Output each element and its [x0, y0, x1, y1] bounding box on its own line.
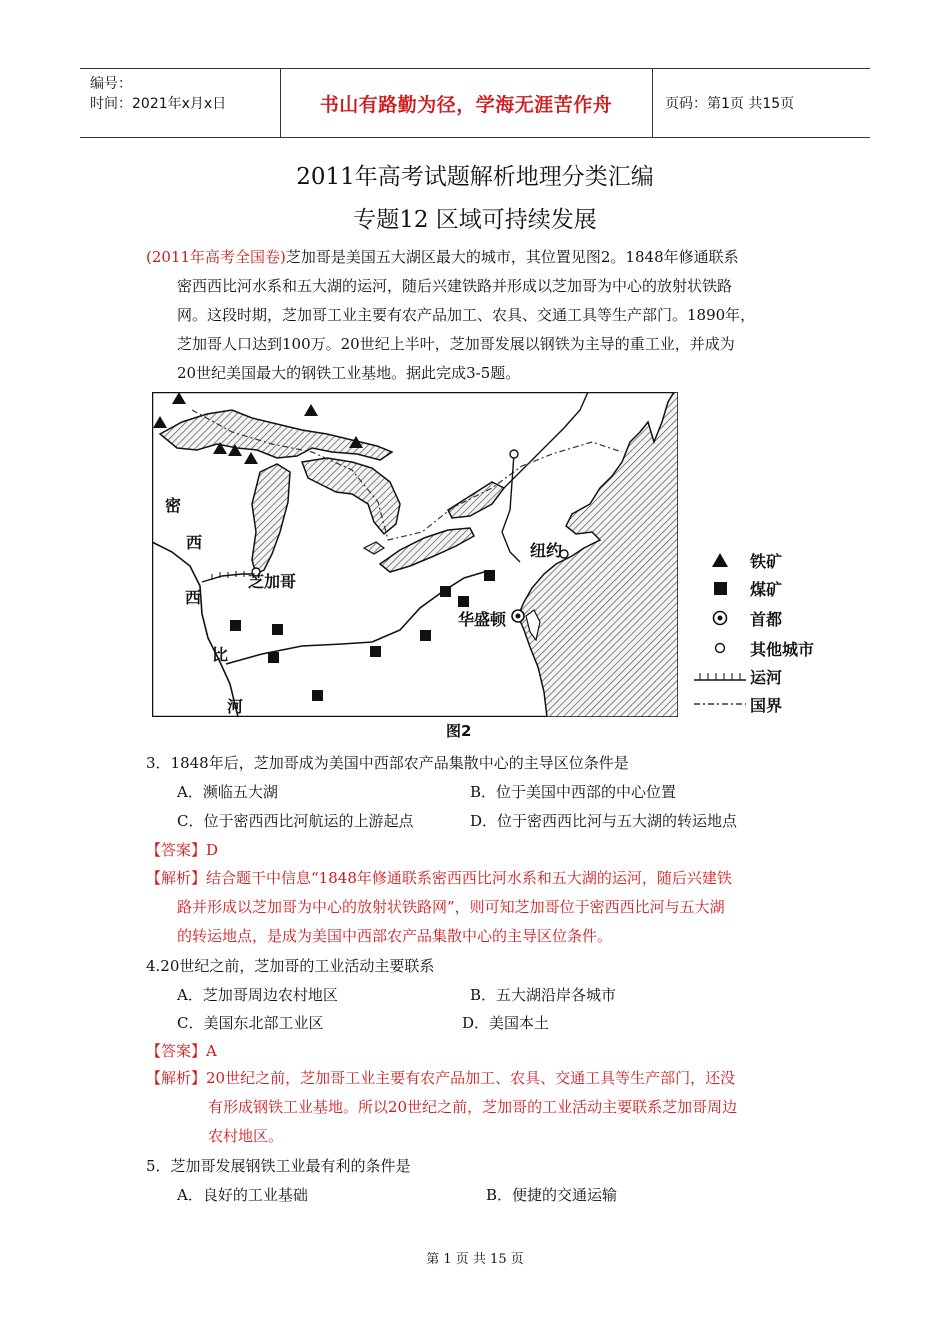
q4-option-a: A．芝加哥周边农村地区 — [177, 986, 338, 1004]
document-subtitle: 专题12 区域可持续发展 — [353, 207, 597, 233]
legend-border-label: 国界 — [750, 695, 783, 715]
map-label-xi-1: 西 — [186, 533, 203, 552]
q3-analysis-line-2: 路并形成以芝加哥为中心的放射状铁路网”，则可知芝加哥位于密西西比河与五大湖 — [177, 898, 725, 916]
q5-option-b: B．便捷的交通运输 — [486, 1186, 618, 1204]
q5-option-a: A．良好的工业基础 — [177, 1186, 308, 1204]
q4-option-b: B．五大湖沿岸各城市 — [470, 986, 617, 1004]
page-footer: 第 1 页 共 15 页 — [426, 1252, 524, 1267]
q4-stem: 4.20世纪之前，芝加哥的工业活动主要联系 — [146, 957, 435, 975]
coal-2 — [272, 624, 283, 635]
q4-analysis-tag: 【解析】 — [146, 1069, 207, 1087]
coal-8 — [458, 596, 469, 607]
header-motto-cell — [280, 69, 653, 137]
coal-5 — [370, 646, 381, 657]
legend-capital — [690, 606, 782, 630]
page-code: 页码：第1页 共15页 — [665, 96, 795, 112]
header-info-cell — [80, 69, 281, 137]
document-title: 2011年高考试题解析地理分类汇编 — [296, 164, 654, 190]
legend-coal-label: 煤矿 — [750, 579, 783, 599]
washington-marker-inner — [516, 614, 521, 619]
legend-iron-label: 铁矿 — [750, 551, 783, 571]
capital-circle-icon — [712, 610, 728, 626]
legend-canal-label: 运河 — [750, 667, 783, 687]
other-city-marker — [510, 450, 518, 458]
q4-analysis-line-2: 有形成钢铁工业基地。所以20世纪之前，芝加哥的工业活动主要联系芝加哥周边 — [208, 1098, 738, 1116]
map-label-xi-2: 西 — [185, 588, 202, 607]
q3-analysis-line-3: 的转运地点，是成为美国中西部农产品集散中心的主导区位条件。 — [177, 927, 613, 945]
q4-analysis — [146, 1064, 836, 1151]
legend-iron — [690, 548, 782, 572]
canal-line-icon — [692, 670, 748, 682]
q3-answer: 【答案】D — [146, 841, 219, 859]
great-lakes-map — [152, 392, 678, 717]
date-label: 时间：2021年x月x日 — [90, 96, 227, 112]
q4-option-d: D．美国本土 — [462, 1014, 550, 1032]
motto: 书山有路勤为径，学海无涯苦作舟 — [319, 93, 613, 116]
q3-option-c: C．位于密西西比河航运的上游起点 — [177, 812, 414, 830]
circle-icon — [714, 642, 726, 654]
page-header — [80, 68, 870, 138]
border-line-icon — [692, 700, 748, 708]
legend-other-city-label: 其他城市 — [750, 639, 815, 659]
coal-3 — [268, 652, 279, 663]
intro-line-5: 20世纪美国最大的钢铁工业基地。据此完成3-5题。 — [177, 364, 521, 382]
coal-9 — [484, 570, 495, 581]
map-label-mi: 密 — [165, 496, 182, 515]
legend-border — [690, 692, 782, 716]
q4-option-c: C．美国东北部工业区 — [177, 1014, 324, 1032]
q3-analysis-line-1: 结合题干中信息“1848年修通联系密西西比河水系和五大湖的运河，随后兴建铁 — [206, 869, 732, 887]
header-page-cell — [653, 69, 870, 137]
map-label-newyork: 纽约 — [530, 541, 563, 560]
number-label: 编号： — [90, 76, 132, 92]
q3-option-b: B．位于美国中西部的中心位置 — [470, 783, 677, 801]
intro-line-3: 网。这段时期，芝加哥工业主要有农产品加工、农具、交通工具等生产部门。1890年， — [177, 306, 756, 324]
legend-coal — [690, 576, 782, 600]
q3-analysis-tag: 【解析】 — [146, 869, 207, 887]
legend-canal — [690, 664, 782, 688]
map-label-he: 河 — [227, 697, 244, 716]
coal-6 — [420, 630, 431, 641]
intro-line-4: 芝加哥人口达到100万。20世纪上半叶，芝加哥发展以钢铁为主导的重工业，并成为 — [177, 335, 735, 353]
q3-option-a: A．濒临五大湖 — [177, 783, 278, 801]
intro-source: (2011年高考全国卷) — [146, 248, 286, 266]
intro-paragraph — [146, 243, 836, 388]
coal-4 — [312, 690, 323, 701]
square-icon — [714, 582, 727, 595]
legend-other-city — [690, 636, 814, 660]
q4-answer: 【答案】A — [146, 1042, 217, 1060]
q3-option-d: D．位于密西西比河与五大湖的转运地点 — [470, 812, 738, 830]
map-label-washington: 华盛顿 — [458, 610, 507, 629]
legend-capital-label: 首都 — [750, 609, 783, 629]
q3-stem: 3．1848年后，芝加哥成为美国中西部农产品集散中心的主导区位条件是 — [146, 754, 629, 772]
q4-analysis-line-3: 农村地区。 — [208, 1127, 284, 1145]
intro-line-1: 芝加哥是美国五大湖区最大的城市，其位置见图2。1848年修通联系 — [285, 248, 739, 266]
q4-analysis-line-1: 20世纪之前，芝加哥工业主要有农产品加工、农具、交通工具等生产部门，还没 — [206, 1069, 736, 1087]
intro-line-2: 密西西比河水系和五大湖的运河，随后兴建铁路并形成以芝加哥为中心的放射状铁路 — [177, 277, 733, 295]
figure-caption: 图2 — [446, 722, 472, 740]
coal-7 — [440, 586, 451, 597]
map-label-bi: 比 — [212, 645, 229, 664]
coal-1 — [230, 620, 241, 631]
map-label-chicago: 芝加哥 — [248, 572, 297, 591]
q5-stem: 5．芝加哥发展钢铁工业最有利的条件是 — [146, 1157, 411, 1175]
triangle-icon — [712, 553, 728, 567]
q3-analysis — [146, 864, 836, 951]
